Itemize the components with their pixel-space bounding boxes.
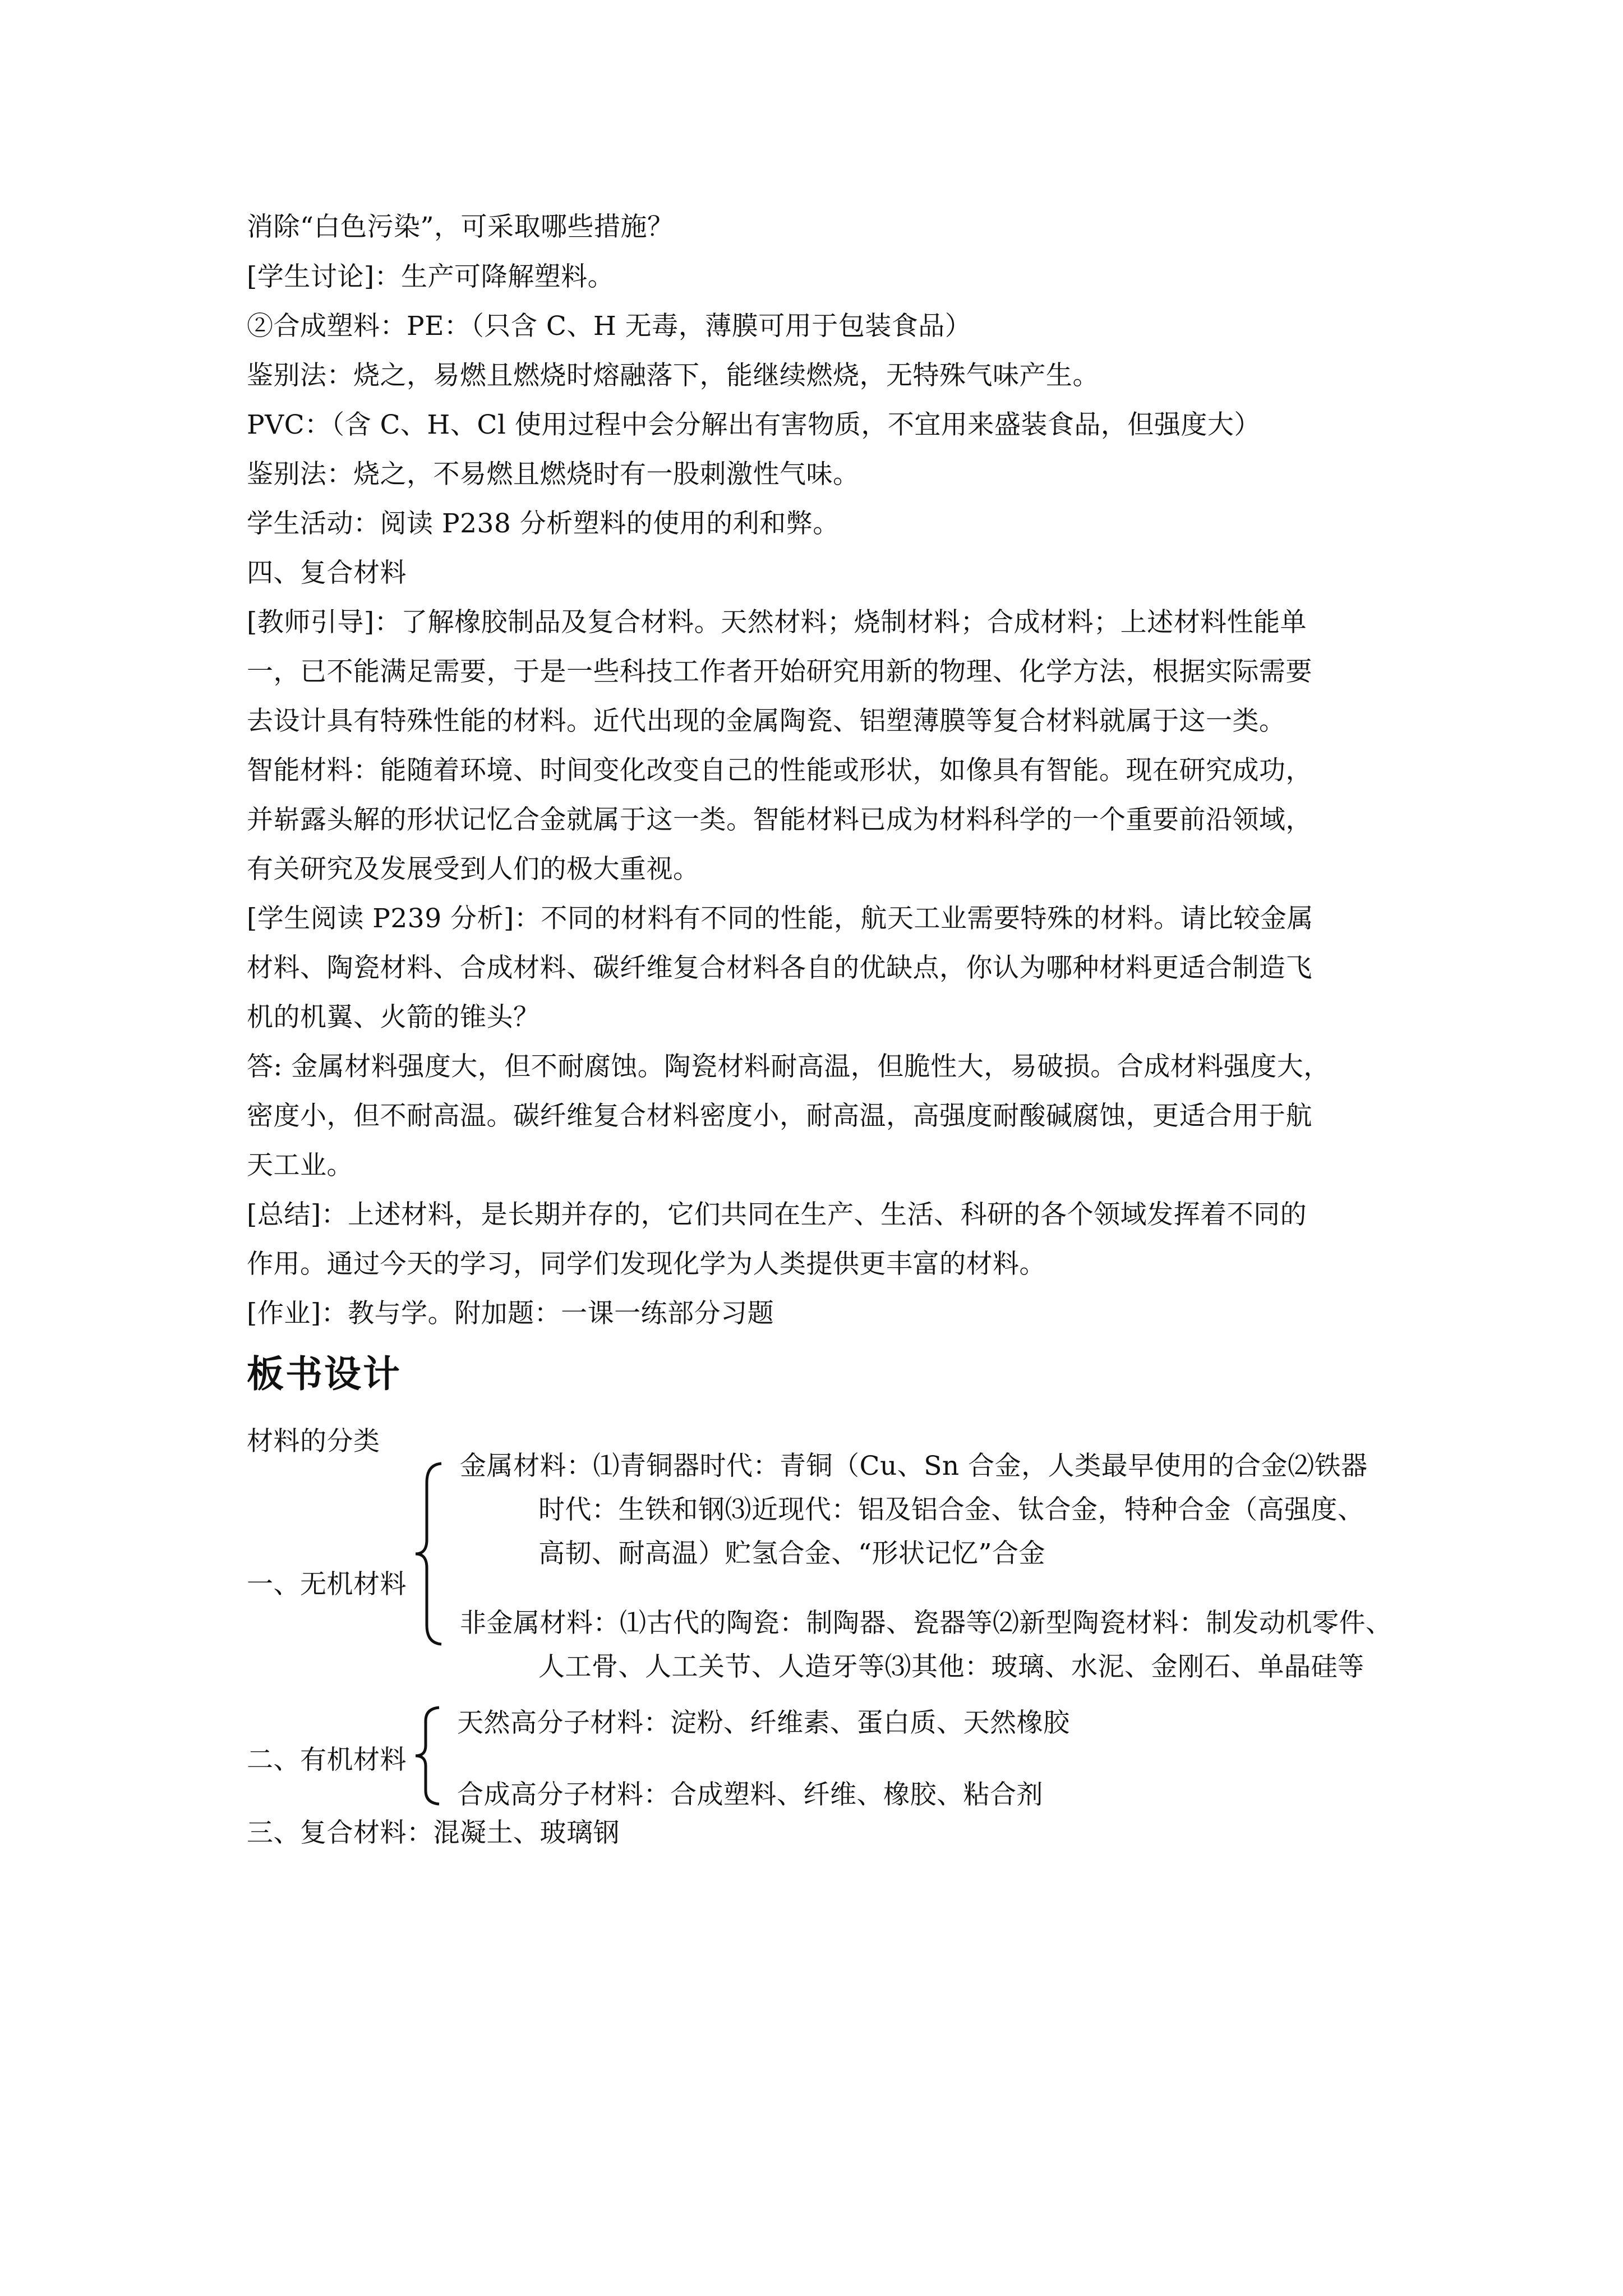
text-line: 智能材料：能随着环境、时间变化改变自己的性能或形状，如像具有智能。现在研究成功， [247,755,1312,786]
text-line: [教师引导]：了解橡胶制品及复合材料。天然材料；烧制材料；合成材料；上述材料性能单 [247,607,1307,638]
text-line: 作用。通过今天的学习，同学们发现化学为人类提供更丰富的材料。 [247,1249,1046,1280]
text-line: 机的机翼、火箭的锥头？ [247,1002,540,1033]
text-line: 去设计具有特殊性能的材料。近代出现的金属陶瓷、铝塑薄膜等复合材料就属于这一类。 [247,706,1286,737]
synthetic-polymer-line: 合成高分子材料：合成塑料、纤维、橡胶、粘合剂 [457,1779,1043,1810]
text-line: [学生阅读 P239 分析]：不同的材料有不同的性能，航天工业需要特殊的材料。请比较金属 [247,903,1313,934]
section-title: 四、复合材料 [247,558,407,588]
text-line: ②合成塑料：PE：（只含 C、H 无毒，薄膜可用于包装食品） [247,311,972,342]
left-brace-icon [412,1461,446,1646]
text-line: [作业]：教与学。附加题：一课一练部分习题 [247,1298,774,1329]
text-line: 答: 金属材料强度大，但不耐腐蚀。陶瓷材料耐高温，但脆性大，易破损。合成材料强度大， [247,1051,1330,1082]
text-line: 并崭露头解的形状记忆合金就属于这一类。智能材料已成为材料科学的一个重要前沿领域， [247,804,1312,835]
category-title: 材料的分类 [247,1426,380,1457]
nonmetal-materials-line-2: 人工骨、人工关节、人造牙等⑶其他：玻璃、水泥、金刚石、单晶硅等 [538,1651,1364,1682]
inorganic-materials-label: 一、无机材料 [247,1569,407,1600]
text-line: 密度小，但不耐高温。碳纤维复合材料密度小，耐高温，高强度耐酸碱腐蚀，更适合用于航 [247,1101,1312,1131]
nonmetal-materials-line-1: 非金属材料：⑴古代的陶瓷：制陶器、瓷器等⑵新型陶瓷材料：制发动机零件、 [460,1608,1393,1639]
metal-materials-line-1: 金属材料：⑴青铜器时代：青铜（Cu、Sn 合金，人类最早使用的合金⑵铁器 [460,1451,1368,1481]
metal-materials-line-3: 高韧、耐高温）贮氢合金、“形状记忆”合金 [538,1538,1046,1569]
text-line: 天工业。 [247,1150,353,1181]
text-line: [总结]：上述材料，是长期并存的，它们共同在生产、生活、科研的各个领域发挥着不同的 [247,1199,1307,1230]
text-line: 消除“白色污染”，可采取哪些措施？ [247,211,674,242]
text-line: 鉴别法：烧之，易燃且燃烧时熔融落下，能继续燃烧，无特殊气味产生。 [247,360,1099,391]
composite-materials-line: 三、复合材料：混凝土、玻璃钢 [247,1818,620,1848]
text-line: 一，已不能满足需要，于是一些科技工作者开始研究用新的物理、化学方法，根据实际需要 [247,656,1312,687]
text-line: 有关研究及发展受到人们的极大重视。 [247,854,700,885]
text-line: 学生活动：阅读 P238 分析塑料的使用的利和弊。 [247,508,840,539]
text-line: [学生讨论]：生产可降解塑料。 [247,261,615,292]
text-line: PVC：（含 C、H、Cl 使用过程中会分解出有害物质，不宜用来盛装食品，但强度大） [247,409,1261,440]
board-design-heading: 板书设计 [247,1352,402,1396]
natural-polymer-line: 天然高分子材料：淀粉、纤维素、蛋白质、天然橡胶 [457,1708,1070,1738]
organic-materials-label: 二、有机材料 [247,1745,407,1775]
text-line: 鉴别法：烧之，不易燃且燃烧时有一股刺激性气味。 [247,459,860,490]
left-brace-icon [412,1705,443,1806]
text-line: 材料、陶瓷材料、合成材料、碳纤维复合材料各自的优缺点，你认为哪种材料更适合制造飞 [247,953,1312,983]
metal-materials-line-2: 时代：生铁和钢⑶近现代：铝及铝合金、钛合金，特种合金（高强度、 [538,1494,1364,1525]
